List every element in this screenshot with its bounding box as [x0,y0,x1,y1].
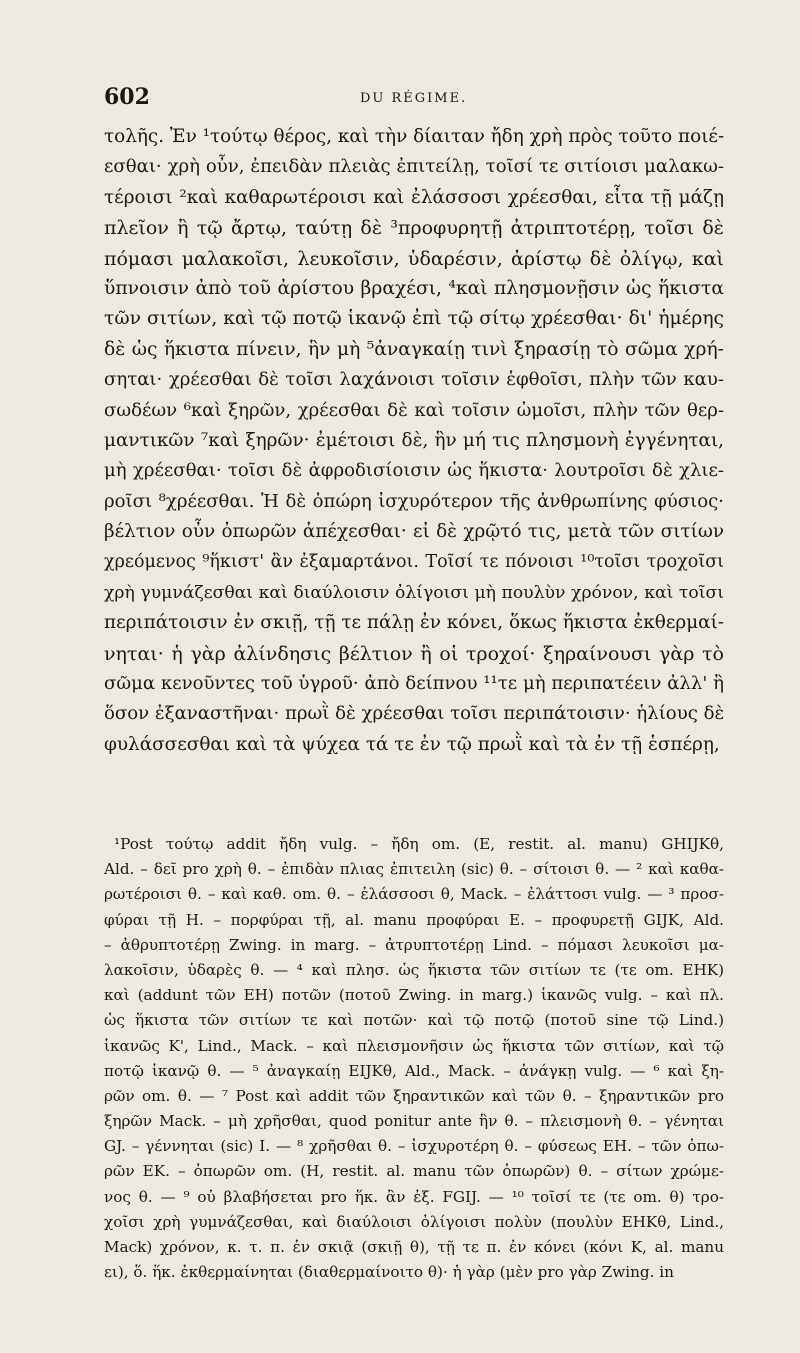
text-line: χρεόμενος ⁹ἥκιστ' ἂν ἐξαμαρτάνοι. Τοῖσί τε πόνοισι ¹⁰τοῖσι τροχοῖσι [104,552,724,573]
text-line: μαντικῶν ⁷καὶ ξηρῶν· ἐμέτοισι δὲ, ἣν μή τις πλησμονὴ ἐγγένηται, [104,429,724,451]
text-line: πόμασι μαλακοῖσι, λευκοῖσιν, ὑδαρέσιν, ἀρίστῳ δὲ ὀλίγῳ, καὶ [104,247,724,270]
text-line: πλεῖον ἢ τῷ ἄρτῳ, ταύτῃ δὲ ³προφυρητῇ ἀτριπτοτέρῃ, τοῖσι δὲ [104,217,724,240]
text-line: βέλτιον οὖν ὀπωρῶν ἀπέχεσθαι· εἰ δὲ χρῷτό τις, μετὰ τῶν σιτίων [104,521,724,543]
text-line: τέροισι ²καὶ καθαρωτέροισι καὶ ἐλάσσοσι χρέεσθαι, εἶτα τῇ μάζῃ [104,186,724,208]
page-header [104,84,724,116]
footnotes [104,832,724,1285]
text-line: σηται· χρέεσθαι δὲ τοῖσι λαχάνοισι τοῖσιν ἑφθοῖσι, πλὴν τῶν καυ- [104,369,724,391]
footnote-line: καὶ (addunt τῶν EH) ποτῶν (ποτοῦ Zwing. in marg.) ἱκανῶς vulg. – καὶ πλ. [104,986,724,1005]
footnote-line: ὡς ἥκιστα τῶν σιτίων τε καὶ ποτῶν· καὶ τῷ ποτῷ (ποτοῦ sine τῷ Lind.) [104,1011,724,1030]
text-line: τῶν σιτίων, καὶ τῷ ποτῷ ἱκανῷ ἐπὶ τῷ σίτῳ χρέεσθαι· δι' ἡμέρης [104,308,724,330]
text-line: φυλάσσεσθαι καὶ τὰ ψύχεα τά τε ἐν τῷ πρωῒ καὶ τὰ ἐν τῇ ἑσπέρῃ, [104,733,720,755]
page-number: 602 [104,84,150,110]
footnote-line: Ald. – δεῖ pro χρὴ θ. – ἐπιδὰν πλιας ἐπιτειλη (sic) θ. – σίτοισι θ. — ² καὶ καθα- [104,860,724,879]
text-line: σωδέων ⁶καὶ ξηρῶν, χρέεσθαι δὲ καὶ τοῖσιν ὠμοῖσι, πλὴν τῶν θερ- [104,399,724,421]
text-line: νηται· ἡ γὰρ ἀλίνδησις βέλτιον ἢ οἱ τροχοί· ξηραίνουσι γὰρ τὸ [104,642,724,665]
footnote-line: ρῶν om. θ. — ⁷ Post καὶ addit τῶν ξηραντικῶν καὶ τῶν θ. – ξηραντικῶν pro [104,1086,724,1105]
text-line: περιπάτοισιν ἐν σκιῇ, τῇ τε πάλῃ ἐν κόνει, ὅκως ἥκιστα ἐκθερμαί- [104,612,724,634]
footnote-line: – ἀθρυπτοτέρῃ Zwing. in marg. – ἀτρυπτοτέρῃ Lind. – πόμασι λευκοῖσι μα- [104,935,724,954]
footnote-line: ρῶν EK. – ὀπωρῶν om. (H, restit. al. manu τῶν ὀπωρῶν) θ. – σίτων χρώμε- [104,1162,724,1181]
text-line: δὲ ὡς ἥκιστα πίνειν, ἣν μὴ ⁵ἀναγκαίῃ τινὶ ξηρασίῃ τὸ σῶμα χρή- [104,338,724,360]
text-line: μὴ χρέεσθαι· τοῖσι δὲ ἀφροδισίοισιν ὡς ἥκιστα· λουτροῖσι δὲ χλιε- [104,460,724,482]
footnote-line: ρωτέροισι θ. – καὶ καθ. om. θ. – ἐλάσσοσι θ, Mack. – ἐλάττοσι vulg. — ³ προσ- [104,885,724,904]
main-text [104,122,724,760]
running-head: DU RÉGIME. [360,91,468,106]
text-line: ὕπνοισιν ἀπὸ τοῦ ἀρίστου βραχέσι, ⁴καὶ πλησμονῇσιν ὡς ἥκιστα [104,277,724,299]
footnote-line: χοῖσι χρὴ γυμνάζεσθαι, καὶ διαύλοισι ὀλίγοισι πολὺν (πουλὺν EHKθ, Lind., [104,1212,724,1231]
footnote-line: GJ. – γέννηται (sic) I. — ⁸ χρῆσθαι θ. – ἰσχυροτέρη θ. – φύσεως EH. – τῶν ὀπω- [104,1137,724,1156]
footnote-line: λακοῖσιν, ὑδαρὲς θ. — ⁴ καὶ πλησ. ὡς ἥκιστα τῶν σιτίων τε (τε om. EHK) [104,960,724,979]
text-line: χρὴ γυμνάζεσθαι καὶ διαύλοισιν ὀλίγοισι μὴ πουλὺν χρόνον, καὶ τοῖσι [104,582,724,603]
footnote-line: ἱκανῶς K', Lind., Mack. – καὶ πλεισμονῆσιν ὡς ἥκιστα τῶν σιτίων, καὶ τῷ [104,1036,724,1055]
footnote-line: Mack) χρόνον, κ. τ. π. ἐν σκιᾷ (σκιῇ θ), τῇ τε π. ἐν κόνει (κόνι K, al. manu [104,1238,724,1256]
footnote-line: νος θ. — ⁹ οὐ βλαβήσεται pro ἥκ. ἂν ἐξ. FGIJ. — ¹⁰ τοῖσί τε (τε om. θ) τρο- [104,1187,724,1206]
text-line: ὅσον ἐξαναστῆναι· πρωῒ δὲ χρέεσθαι τοῖσι περιπάτοισιν· ἡλίους δὲ [104,703,724,725]
text-line: ροῖσι ⁸χρέεσθαι. Ἡ δὲ ὀπώρη ἰσχυρότερον τῆς ἀνθρωπίνης φύσιος· [104,490,724,512]
text-line: εσθαι· χρὴ οὖν, ἐπειδὰν πλειὰς ἐπιτείλῃ, τοῖσί τε σιτίοισι μαλακω- [104,156,724,178]
text-line: σῶμα κενοῦντες τοῦ ὑγροῦ· ἀπὸ δείπνου ¹¹τε μὴ περιπατέειν ἀλλ' ἢ [104,673,724,695]
footnote-line: ει), ὅ. ἥκ. ἐκθερμαίνηται (διαθερμαίνοιτο θ)· ἡ γὰρ (μὲν pro γὰρ Zwing. in [104,1263,674,1282]
text-line: τολῆς. Ἐν ¹τούτῳ θέρος, καὶ τὴν δίαιταν ἤδη χρὴ πρὸς τοῦτο ποιέ- [104,126,724,147]
footnote-line: ξηρῶν Mack. – μὴ χρῆσθαι, quod ponitur ante ἣν θ. – πλεισμονὴ θ. – γένηται [104,1112,724,1131]
footnote-line: ποτῷ ἱκανῷ θ. — ⁵ ἀναγκαίῃ EIJKθ, Ald., Mack. – ἀνάγκῃ vulg. — ⁶ καὶ ξη- [104,1061,724,1080]
footnote-line: φύραι τῇ H. – πορφύραι τῇ, al. manu προφύραι E. – προφυρετῇ GIJK, Ald. [104,910,724,929]
footnote-line: ¹Post τούτῳ addit ἤδη vulg. – ἤδη om. (E, restit. al. manu) GHIJKθ, [114,835,724,853]
